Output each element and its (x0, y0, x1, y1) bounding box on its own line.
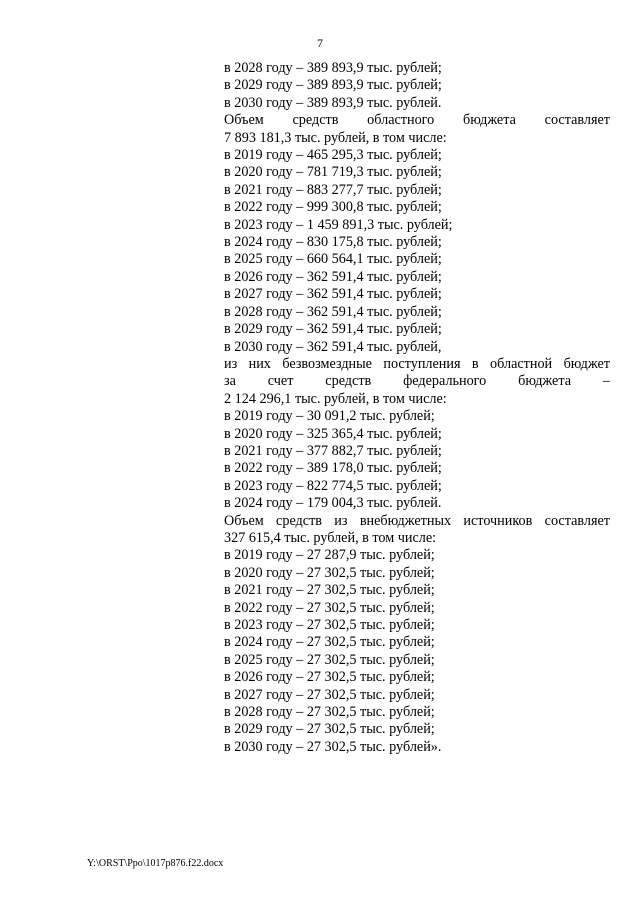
text-line: в 2020 году – 781 719,3 тыс. рублей; (224, 164, 442, 181)
text-line: в 2022 году – 389 178,0 тыс. рублей; (224, 460, 442, 477)
text-line: в 2029 году – 362 591,4 тыс. рублей; (224, 321, 442, 338)
text-line: в 2019 году – 465 295,3 тыс. рублей; (224, 147, 442, 164)
text-line: 327 615,4 тыс. рублей, в том числе: (224, 529, 437, 546)
text-line: из них безвозмездные поступления в областной бюджет (224, 355, 610, 372)
text-line: в 2027 году – 27 302,5 тыс. рублей; (224, 686, 435, 703)
text-line: в 2024 году – 830 175,8 тыс. рублей; (224, 234, 442, 251)
document-body (224, 60, 610, 756)
text-line: в 2029 году – 27 302,5 тыс. рублей; (224, 721, 435, 738)
text-line: в 2021 году – 883 277,7 тыс. рублей; (224, 181, 442, 198)
text-line: 2 124 296,1 тыс. рублей, в том числе: (224, 390, 447, 407)
text-line: Объем средств из внебюджетных источников составляет (224, 512, 610, 529)
text-line: в 2030 году – 389 893,9 тыс. рублей. (224, 94, 442, 111)
text-line: в 2028 году – 389 893,9 тыс. рублей; (224, 60, 442, 76)
page-number: 7 (317, 36, 323, 50)
text-line: в 2026 году – 362 591,4 тыс. рублей; (224, 268, 442, 285)
text-line: в 2029 году – 389 893,9 тыс. рублей; (224, 77, 442, 94)
text-line: в 2023 году – 822 774,5 тыс. рублей; (224, 477, 442, 494)
text-line: в 2024 году – 179 004,3 тыс. рублей. (224, 495, 442, 512)
text-line: в 2022 году – 999 300,8 тыс. рублей; (224, 199, 442, 216)
text-line: в 2022 году – 27 302,5 тыс. рублей; (224, 599, 435, 616)
footer-file-path: Y:\ORST\Ppo\1017p876.f22.docx (87, 858, 224, 869)
text-line: в 2021 году – 27 302,5 тыс. рублей; (224, 582, 435, 599)
text-line: в 2019 году – 27 287,9 тыс. рублей; (224, 547, 435, 564)
text-line: в 2020 году – 27 302,5 тыс. рублей; (224, 564, 435, 581)
text-line: в 2023 году – 1 459 891,3 тыс. рублей; (224, 216, 453, 233)
text-line: 7 893 181,3 тыс. рублей, в том числе: (224, 129, 447, 146)
text-line: за счет средств федерального бюджета – (224, 373, 610, 390)
text-line: в 2025 году – 660 564,1 тыс. рублей; (224, 251, 442, 268)
text-line: в 2021 году – 377 882,7 тыс. рублей; (224, 442, 442, 459)
text-line: в 2020 году – 325 365,4 тыс. рублей; (224, 425, 442, 442)
text-line: в 2026 году – 27 302,5 тыс. рублей; (224, 669, 435, 686)
text-line: в 2024 году – 27 302,5 тыс. рублей; (224, 634, 435, 651)
text-line: в 2028 году – 27 302,5 тыс. рублей; (224, 704, 435, 721)
text-line: в 2030 году – 362 591,4 тыс. рублей, (224, 338, 442, 355)
text-line: в 2030 году – 27 302,5 тыс. рублей». (224, 738, 442, 755)
text-line: в 2025 году – 27 302,5 тыс. рублей; (224, 651, 435, 668)
text-line: в 2019 году – 30 091,2 тыс. рублей; (224, 408, 435, 425)
text-line: в 2027 году – 362 591,4 тыс. рублей; (224, 286, 442, 303)
text-line: в 2023 году – 27 302,5 тыс. рублей; (224, 617, 435, 633)
text-line: в 2028 году – 362 591,4 тыс. рублей; (224, 303, 442, 320)
text-line: Объем средств областного бюджета составляет (224, 112, 610, 129)
